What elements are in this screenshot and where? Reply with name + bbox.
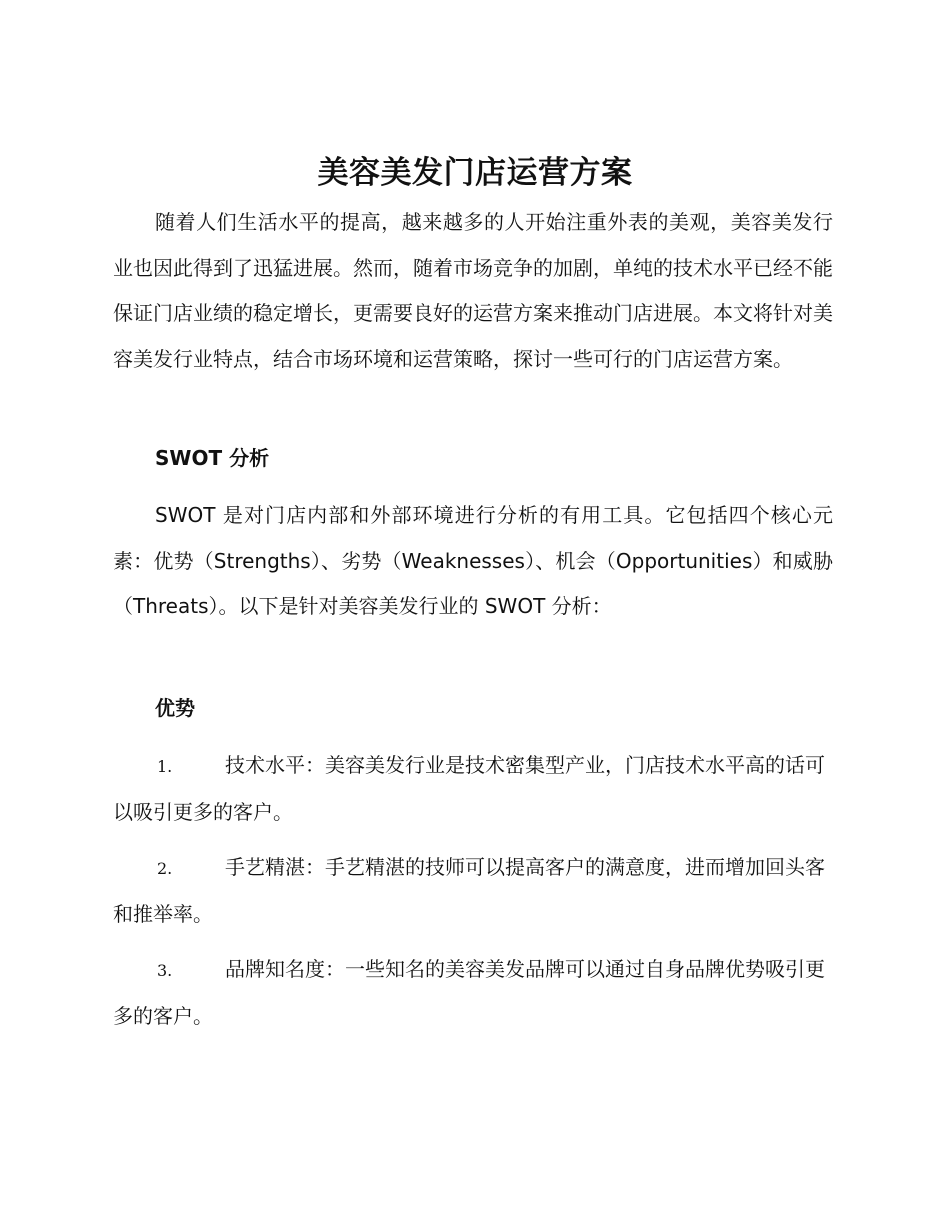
strength-item: [113, 743, 833, 835]
swot-paragraph: SWOT 是对门店内部和外部环境进行分析的有用工具。它包括四个核心元素：优势（Strengths）、劣势（Weaknesses）、机会（Opportunities）和威胁（Threats）。以下是针对美容美发行业的 SWOT 分析：: [113, 503, 833, 618]
list-number: 2.: [157, 859, 173, 878]
list-number: 3.: [157, 961, 173, 980]
list-item-text: 品牌知名度：一些知名的美容美发品牌可以通过自身品牌优势吸引更多的客户。: [113, 957, 825, 1028]
intro-paragraph: 随着人们生活水平的提高，越来越多的人开始注重外表的美观，美容美发行业也因此得到了迅猛进展。然而，随着市场竞争的加剧，单纯的技术水平已经不能保证门店业绩的稳定增长，更需要良好的运营方案来推动门店进展。本文将针对美容美发行业特点，结合市场环境和运营策略，探讨一些可行的门店运营方案。: [113, 210, 833, 371]
list-item-text: 手艺精湛：手艺精湛的技师可以提高客户的满意度，进而增加回头客和推举率。: [113, 855, 825, 926]
list-number: 1.: [157, 757, 173, 776]
list-item-text: 技术水平：美容美发行业是技术密集型产业，门店技术水平高的话可以吸引更多的客户。: [113, 753, 825, 824]
swot-heading: SWOT 分析: [155, 446, 270, 470]
document-title: 美容美发门店运营方案: [317, 155, 633, 191]
strengths-heading: 优势: [155, 696, 195, 720]
strength-item: [113, 845, 833, 937]
strength-item: [113, 947, 833, 1039]
